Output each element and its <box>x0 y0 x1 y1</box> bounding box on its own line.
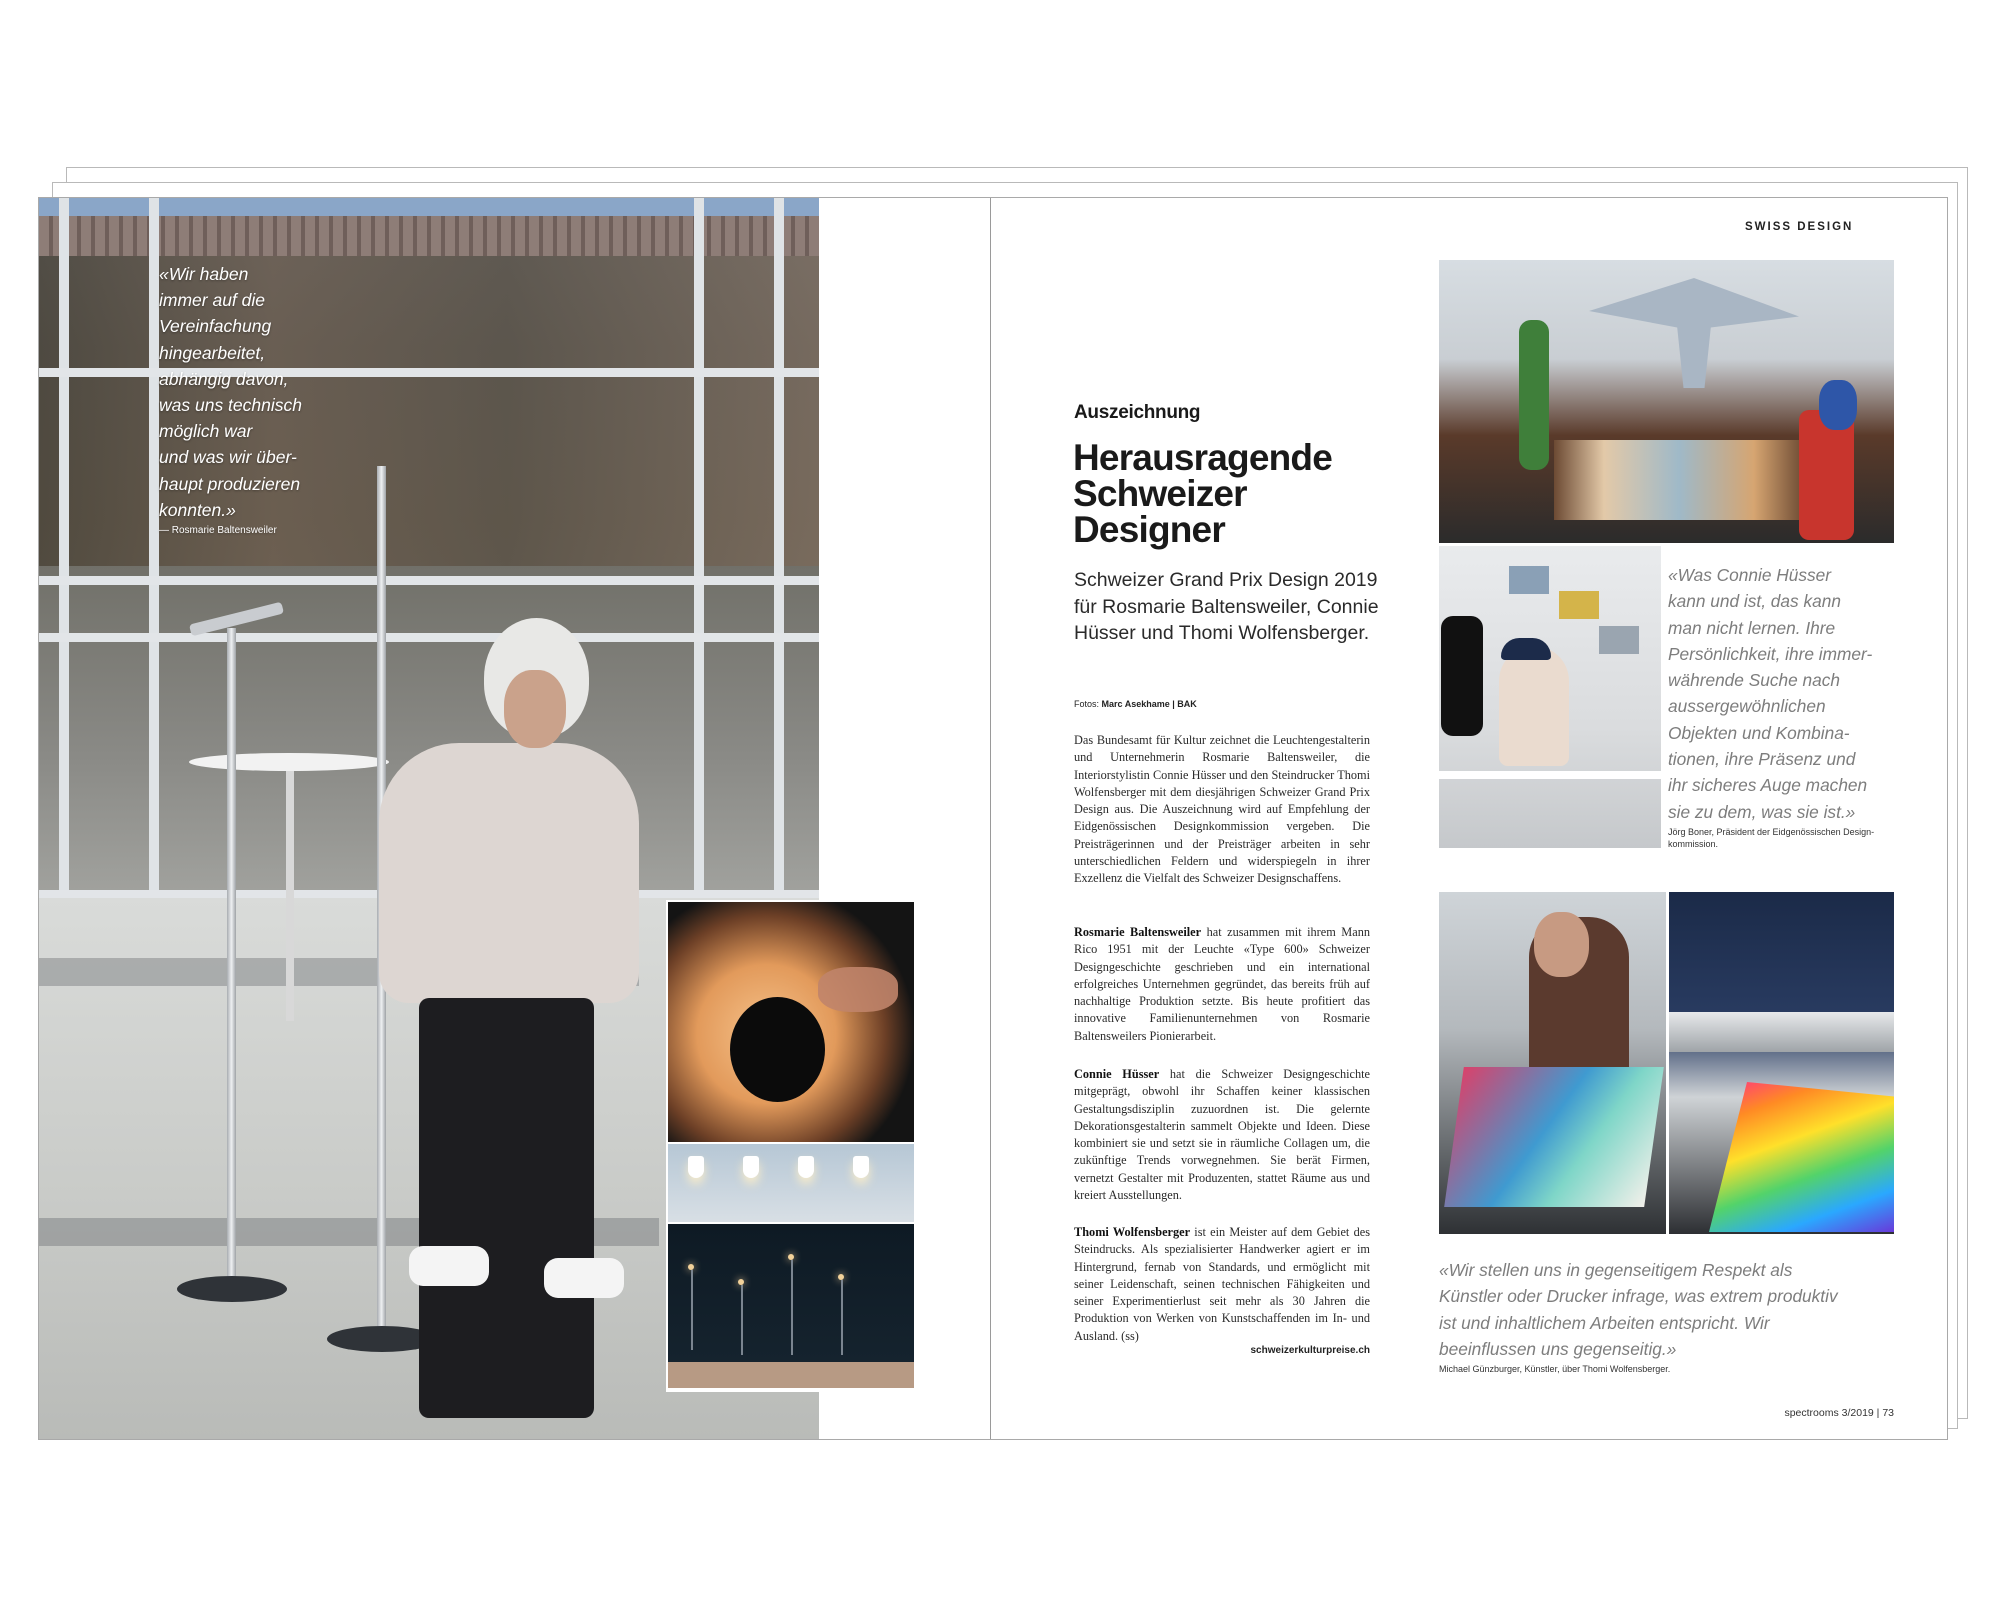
body-text: hat die Schweizer Designgeschichte mitgeprägt, obwohl ihr Schaffen keiner klassischen Gestaltungsdisziplin zuzuordnen ist. Die gelernte Dekorationsgestalterin sammelt Objekte und Ideen. Diese kombiniert sie und setzt sie in räumliche Collagen um, die zukünftige Trends vorwegnehmen. Sie berät Firmen, vernetzt Gestalter mit Produzenten, stattet Räume aus und kreiert Ausstellungen. <box>1074 1067 1370 1203</box>
article-title: Herausragende Schweizer Designer <box>1073 437 1332 550</box>
photo-thomi-wolfensberger <box>1439 892 1666 1234</box>
photo-printing-press <box>1669 892 1894 1234</box>
inset-photo-collage <box>666 900 916 1392</box>
body-text: hat zusammen mit ihrem Mann Rico 1951 mit der Leuchte «Type 600» Schweizer Designgeschichte geschrieben und ein international erfolgreiches Unternehmen gegründet, das bereits früh auf nachhaltige Produktion setzte. Bis heute profitiert das innovative Familienunternehmen von Rosmarie Baltensweilers Pionierarbeit. <box>1074 925 1370 1043</box>
quote-guenzburger-author: Michael Günzburger, Künstler, über Thomi Wolfensberger. <box>1439 1364 1671 1374</box>
article-kicker: Auszeichnung <box>1074 402 1201 423</box>
body-text: ist ein Meister auf dem Gebiet des Steindrucks. Als spezialisierter Handwerker agiert er im Hintergrund, fernab von Standards, und ermöglicht mit seiner Leidenschaft, seinen technischen Fähigkeiten und seiner Experimentierlust seit mehr als 30 Jahren die Produktion von Werken von Kunstschaffenden im In- und Ausland. (ss) <box>1074 1225 1370 1343</box>
photo-connie-hussier-collection <box>1439 260 1894 543</box>
photo-ceiling-lights <box>668 1144 914 1222</box>
photo-credit-name: Marc Asekhame | BAK <box>1101 699 1197 709</box>
body-paragraph <box>1074 1066 1370 1204</box>
quote-boner-author: Jörg Boner, Präsident der Eidgenössischen Design- kommission. <box>1668 827 1875 849</box>
article-subtitle: Schweizer Grand Prix Design 2019 für Rosmarie Baltensweiler, Connie Hüsser und Thomi Wolfensberger. <box>1074 569 1379 644</box>
section-label: SWISS DESIGN <box>1745 221 1854 233</box>
photo-credit <box>1074 699 1197 709</box>
body-lead: Connie Hüsser <box>1074 1067 1160 1081</box>
quote-boner: «Was Connie Hüsser kann und ist, das kann man nicht lernen. Ihre Persönlichkeit, ihre immer- währende Suche nach aussergewöhnlichen Objekten und Kombina- tionen, ihre Präsenz und ihr sicheres Auge machen sie zu dem, was sie ist.» <box>1668 565 1873 822</box>
body-lead: Rosmarie Baltensweiler <box>1074 925 1202 939</box>
body-paragraph <box>1074 924 1370 1045</box>
photo-connie-hussier-portrait <box>1439 546 1661 848</box>
photo-lamp-detail <box>668 902 914 1142</box>
quote-baltensweiler-author: — Rosmarie Baltensweiler <box>159 525 277 536</box>
page-folio: spectrooms 3/2019 | 73 <box>1784 1407 1894 1419</box>
page-gutter <box>990 198 991 1439</box>
quote-guenzburger: «Wir stellen uns in gegenseitigem Respekt als Künstler oder Drucker infrage, was extrem produktiv ist und inhaltlichem Arbeiten entspricht. Wir beeinflussen uns gegenseitig.» <box>1439 1260 1838 1359</box>
body-paragraph <box>1074 1224 1370 1345</box>
body-text: Das Bundesamt für Kultur zeichnet die Leuchtengestalterin und Unternehmerin Rosmarie Baltensweiler, die Interiorstylistin Connie Hüsser und den Steindrucker Thomi Wolfensberger mit dem diesjährigen Schweizer Grand Prix Design aus. Die Auszeichnung wird auf Empfehlung der Eidgenössischen Designkommission vergeben. Die Preisträgerinnen und der Preisträger arbeiten in sehr unterschiedlichen Feldern und widerspiegeln in ihrer Exzellenz die Vielfalt des Schweizer Designschaffens. <box>1074 733 1370 886</box>
photo-credit-label: Fotos: <box>1074 699 1100 709</box>
website-link[interactable]: schweizerkulturpreise.ch <box>1250 1345 1370 1356</box>
photo-lamp-installation <box>668 1224 914 1362</box>
lamp-base <box>177 1276 287 1302</box>
body-paragraph <box>1074 732 1370 888</box>
body-lead: Thomi Wolfensberger <box>1074 1225 1191 1239</box>
quote-baltensweiler: «Wir haben immer auf die Vereinfachung hingearbeitet, abhängig davon, was uns technisch möglich war und was wir über- haupt produzieren konnten.» <box>159 264 302 520</box>
